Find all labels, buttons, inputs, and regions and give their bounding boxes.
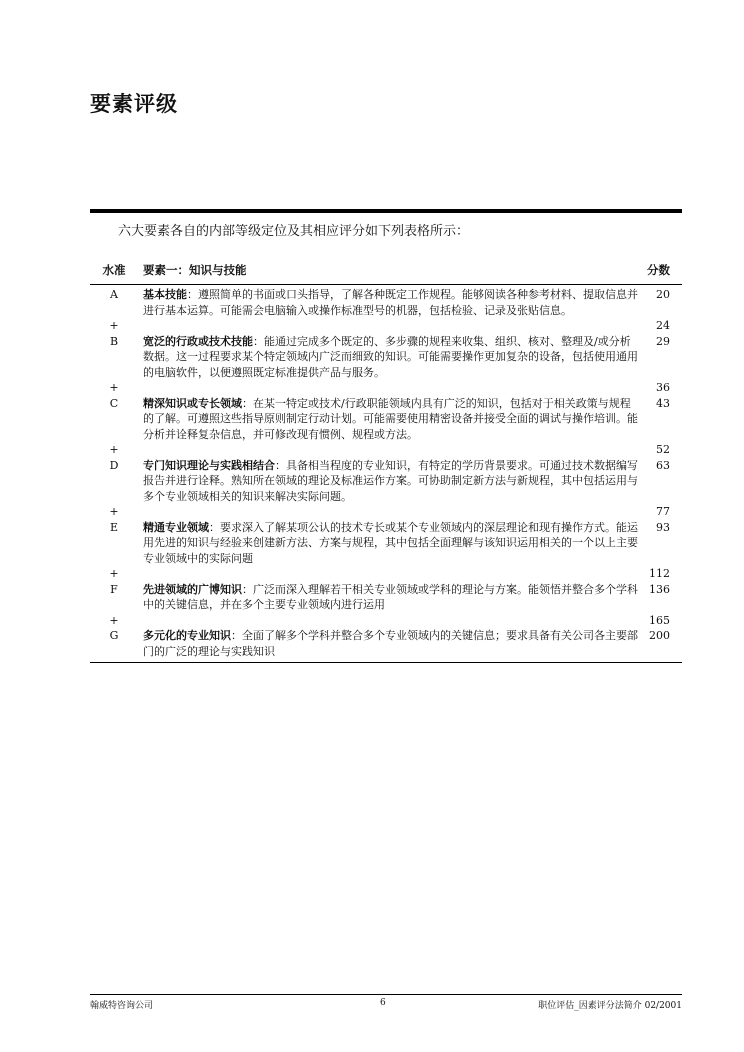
level-code: C	[109, 396, 119, 410]
level-score: 29	[656, 334, 670, 348]
table-plus-row	[90, 566, 682, 582]
level-description	[138, 520, 646, 567]
table-plus-row	[90, 504, 682, 520]
level-code: F	[110, 582, 118, 596]
plus-score: 165	[649, 613, 670, 627]
table-row	[90, 582, 682, 613]
level-term: 专门知识理论与实践相结合	[143, 458, 275, 472]
table-row	[90, 628, 682, 663]
level-score: 63	[656, 458, 670, 472]
intro-divider	[90, 209, 682, 213]
factor-level-table	[90, 258, 682, 663]
table-plus-row	[90, 318, 682, 334]
table-plus-row	[90, 380, 682, 396]
plus-score: 24	[656, 319, 670, 332]
plus-marker: +	[109, 319, 119, 332]
level-score: 200	[646, 628, 682, 663]
level-detail: ：遵照简单的书面或口头指导，了解各种既定工作规程。能够阅读各种参考材料、提取信息并进行基本运算。可能需会电脑输入或操作标准型号的机器，包括检验、记录及张贴信息。	[143, 288, 638, 317]
plus-marker: +	[109, 381, 119, 394]
intro-text: 六大要素各自的内部等级定位及其相应评分如下列表格所示：	[118, 224, 470, 239]
level-description	[138, 334, 646, 381]
table-row	[90, 458, 682, 505]
table-plus-row	[90, 613, 682, 629]
level-term: 基本技能	[143, 288, 187, 301]
plus-score: 77	[656, 505, 670, 518]
level-score: 20	[656, 288, 670, 301]
page-number: 6	[380, 998, 386, 1008]
level-detail: ：全面了解多个学科并整合多个专业领域内的关键信息；要求具备有关公司各主要部门的广泛的理论与实践知识	[143, 629, 638, 658]
level-term: 先进领域的广博知识	[143, 582, 242, 596]
plus-marker: +	[109, 567, 119, 580]
table-header-row	[90, 258, 682, 285]
footer-company: 翰威特咨询公司	[90, 1001, 154, 1011]
score-column-header: 分数	[646, 258, 682, 285]
level-detail: ：广泛而深入理解若干相关专业领域或学科的理论与方案。能领悟并整合多个学科中的关键信息，并在多个主要专业领域内进行运用	[143, 582, 638, 611]
level-detail: ：能通过完成多个既定的、多步骤的规程来收集、组织、核对、整理及/或分析数据。这一过程要求某个特定领域内广泛而细致的知识。可能需要操作更加复杂的设备，包括使用通用的电脑软件，以便遵照既定标准提供产品与服务。	[143, 334, 638, 379]
level-term: 多元化的专业知识	[143, 629, 231, 642]
level-description	[138, 458, 646, 505]
plus-marker: +	[109, 505, 119, 518]
level-detail: ：在某一特定或技术/行政职能领域内具有广泛的知识，包括对于相关政策与规程的了解。可遵照这些指导原则制定行动计划。可能需要使用精密设备并接受全面的调试与操作培训。能分析并诠释复杂信息，并可修改现有惯例、规程或方法。	[143, 396, 638, 441]
level-code: D	[109, 458, 119, 472]
level-description	[138, 582, 646, 613]
level-score: 43	[656, 396, 670, 410]
table-row	[90, 334, 682, 381]
table-plus-row	[90, 442, 682, 458]
plus-marker: +	[109, 613, 119, 627]
table-row	[90, 285, 682, 319]
level-description	[138, 396, 646, 443]
level-code: E	[109, 520, 119, 534]
factor-column-header: 要素一：知识与技能	[138, 258, 646, 285]
level-detail: ：具备相当程度的专业知识，有特定的学历背景要求。可通过技术数据编写报告并进行诠释。熟知所在领域的理论及标准运作方案。可协助制定新方法与新规程，其中包括运用与多个专业领域相关的知识来解决实际问题。	[143, 458, 638, 503]
plus-score: 52	[656, 443, 670, 456]
footer-divider	[90, 994, 682, 995]
level-description	[138, 628, 646, 663]
footer-doc-ref: 职位评估_因素评分法简介 02/2001	[538, 1001, 682, 1011]
level-detail: ：要求深入了解某项公认的技术专长或某个专业领域内的深层理论和现有操作方式。能运用先进的知识与经验来创建新方法、方案与规程，其中包括全面理解与该知识运用相关的一个以上主要专业领域中的实际问题	[143, 520, 638, 565]
level-score: 136	[649, 582, 670, 596]
level-term: 宽泛的行政或技术技能	[143, 334, 253, 348]
table-row	[90, 396, 682, 443]
level-term: 精深知识或专长领域	[143, 396, 242, 410]
plus-score: 112	[649, 567, 670, 580]
table-row	[90, 520, 682, 567]
plus-score: 36	[656, 381, 670, 394]
level-code: A	[110, 288, 118, 301]
level-code: G	[90, 628, 138, 663]
level-term: 精通专业领域	[143, 520, 209, 534]
level-score: 93	[656, 520, 670, 534]
page-title: 要素评级	[90, 92, 178, 116]
level-description	[138, 285, 646, 319]
level-code: B	[109, 334, 119, 348]
level-column-header: 水准	[90, 258, 138, 285]
plus-marker: +	[109, 443, 119, 456]
